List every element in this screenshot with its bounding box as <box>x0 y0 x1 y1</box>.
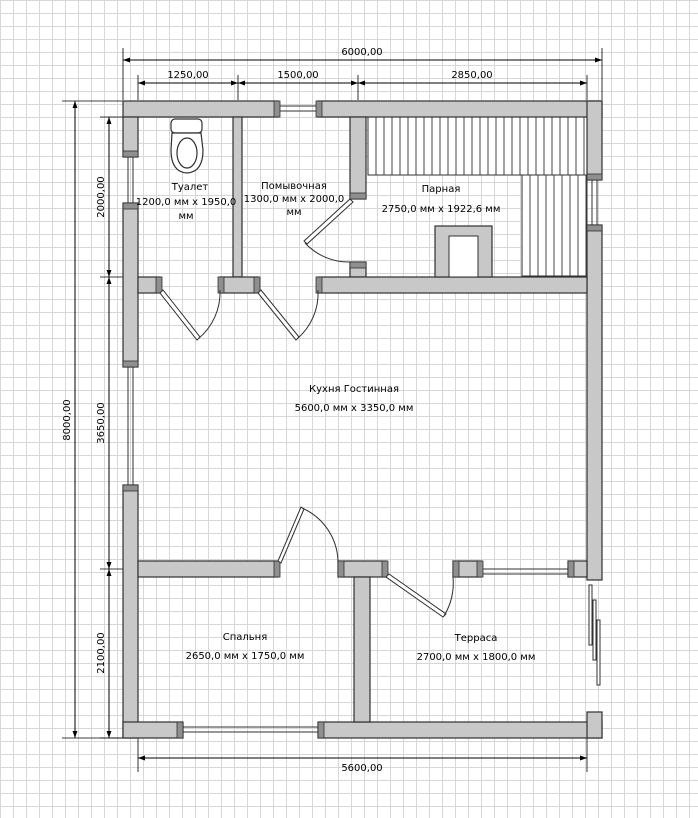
room-terrace-name: Терраса <box>454 633 498 644</box>
room-terrace-size: 2700,0 мм x 1800,0 мм <box>416 652 536 663</box>
terrace-door <box>386 574 453 617</box>
room-bedroom-name: Спальня <box>222 632 268 643</box>
room-toilet-size-unit: мм <box>178 211 194 222</box>
dim-top-total: 6000,00 <box>341 47 383 58</box>
toilet-icon <box>171 119 203 173</box>
dim-top-segment-2: 1500,00 <box>277 70 319 81</box>
dim-left-segment-3: 2100,00 <box>96 632 107 674</box>
dim-left-total: 8000,00 <box>62 399 73 441</box>
room-toilet-size: 1200,0 мм x 1950,0 <box>135 197 237 208</box>
room-washroom-name: Помывочная <box>261 181 327 192</box>
dim-top-segment-3: 2850,00 <box>451 70 493 81</box>
room-washroom-size-unit: мм <box>286 207 302 218</box>
room-steam-name: Парная <box>421 184 461 195</box>
dim-left-segment-1: 2000,00 <box>96 176 107 218</box>
room-steam-size: 2750,0 мм x 1922,6 мм <box>381 204 501 215</box>
washroom-door <box>258 290 318 340</box>
room-washroom-size: 1300,0 мм x 2000,0 <box>243 194 345 205</box>
room-bedroom-size: 2650,0 мм x 1750,0 мм <box>185 651 305 662</box>
dim-top-segment-1: 1250,00 <box>167 70 209 81</box>
dim-bottom-total: 5600,00 <box>341 763 383 774</box>
room-toilet-name: Туалет <box>171 182 209 193</box>
dim-left-segment-2: 3650,00 <box>96 402 107 444</box>
room-kitchen-name: Кухня Гостинная <box>309 384 399 395</box>
room-kitchen-size: 5600,0 мм x 3350,0 мм <box>294 403 414 414</box>
